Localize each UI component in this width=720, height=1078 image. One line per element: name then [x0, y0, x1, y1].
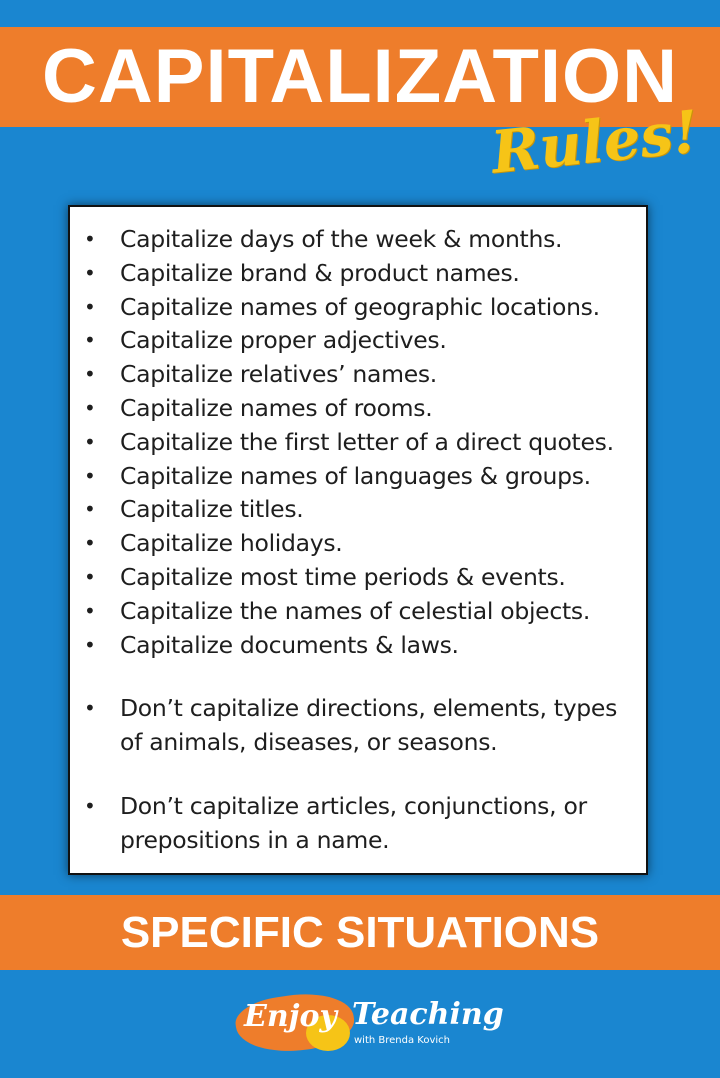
bullet-icon: • [84, 497, 96, 522]
bullet-icon: • [84, 260, 96, 285]
rule-item [70, 493, 646, 527]
brand-byline: with Brenda Kovich [354, 1035, 451, 1046]
exception-item [70, 790, 646, 858]
rule-item [70, 527, 646, 561]
bullet-icon: • [84, 531, 96, 556]
bullet-icon: • [84, 294, 96, 319]
rule-text: Capitalize proper adjectives. [120, 326, 447, 355]
rule-item [70, 460, 646, 494]
rule-item [70, 223, 646, 257]
rule-item [70, 358, 646, 392]
brand-word-enjoy: Enjoy [244, 999, 337, 1034]
brand-logo [236, 993, 504, 1055]
bullet-icon: • [84, 463, 96, 488]
rule-text: Capitalize days of the week & months. [120, 225, 563, 253]
rule-item [70, 257, 646, 291]
rule-text: Capitalize relatives’ names. [120, 360, 437, 389]
rule-text: Capitalize names of geographic locations. [120, 292, 600, 321]
rule-item [70, 392, 646, 426]
bullet-icon: • [84, 362, 96, 387]
rule-text: Capitalize names of languages & groups. [120, 461, 591, 490]
bullet-icon: • [84, 632, 96, 657]
bullet-icon: • [84, 395, 96, 420]
bullet-icon: • [84, 328, 96, 353]
brand-word-teaching: Teaching [352, 997, 504, 1032]
rule-item [70, 291, 646, 325]
rule-text: Capitalize most time periods & events. [120, 562, 566, 591]
bullet-icon: • [84, 598, 96, 623]
rule-item [70, 561, 646, 595]
section-label: SPECIFIC SITUATIONS [120, 908, 600, 957]
rule-text: Capitalize documents & laws. [120, 630, 459, 659]
rule-item [70, 629, 646, 663]
rule-text: Capitalize holidays. [120, 529, 343, 558]
exception-item [70, 692, 646, 760]
subtitle: Rules! [487, 97, 701, 187]
rules-card [68, 205, 648, 875]
rule-text: Don’t capitalize articles, conjunctions, or prepositions in a name. [120, 791, 587, 854]
rule-text: Don’t capitalize directions, elements, types of animals, diseases, or seasons. [120, 694, 618, 757]
rule-text: Capitalize the names of celestial objects. [120, 596, 590, 625]
rule-text: Capitalize brand & product names. [120, 258, 520, 287]
bullet-icon: • [84, 429, 96, 454]
rules-list [70, 207, 646, 858]
rule-text: Capitalize names of rooms. [120, 393, 433, 422]
page-title: CAPITALIZATION [42, 34, 678, 119]
rule-item [70, 426, 646, 460]
rule-item [70, 595, 646, 629]
bullet-icon: • [84, 227, 96, 251]
bullet-icon: • [84, 793, 96, 818]
bullet-icon: • [84, 564, 96, 589]
rule-text: Capitalize titles. [120, 495, 304, 524]
rule-item [70, 324, 646, 358]
rule-text: Capitalize the first letter of a direct quotes. [120, 427, 614, 456]
bullet-icon: • [84, 696, 96, 721]
